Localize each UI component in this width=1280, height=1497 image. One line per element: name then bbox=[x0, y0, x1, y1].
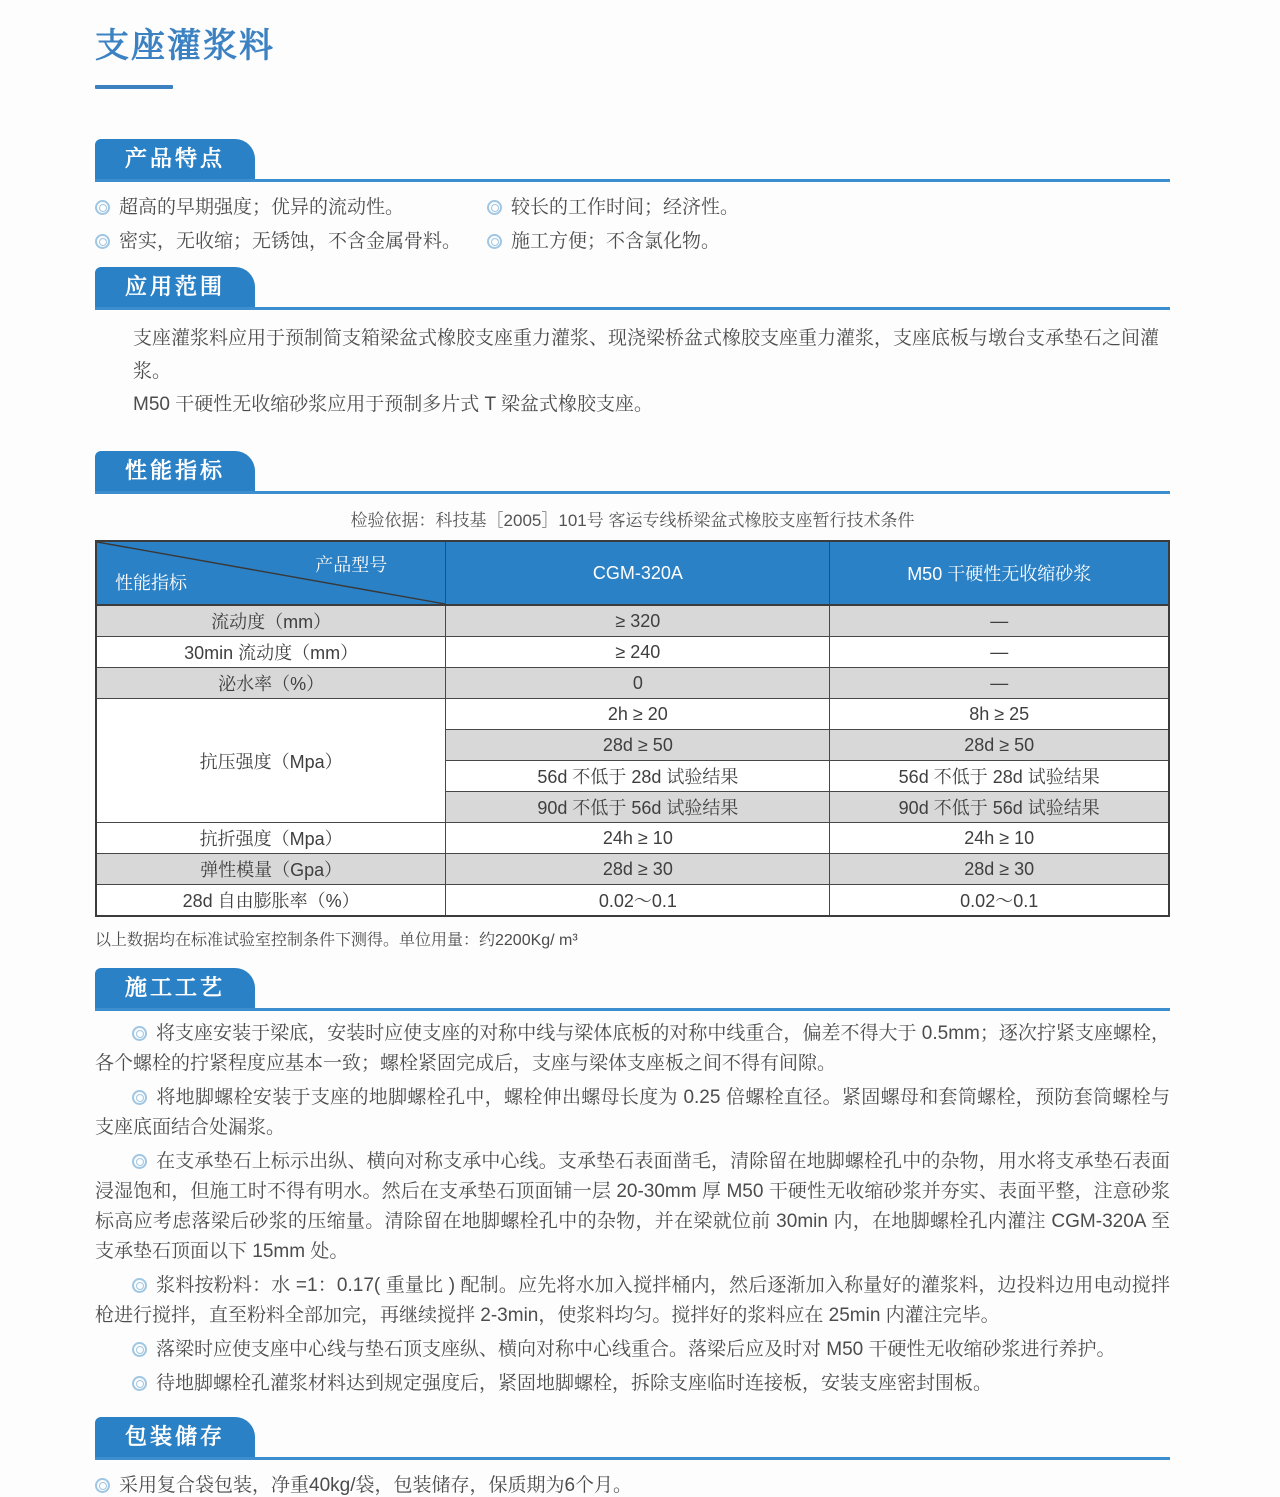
title-underline bbox=[95, 85, 173, 89]
section-tab-label: 性能指标 bbox=[125, 458, 226, 483]
construction-step bbox=[95, 1147, 1170, 1267]
bullet-ring-icon bbox=[487, 234, 502, 249]
table-row bbox=[96, 637, 1169, 668]
performance-table bbox=[95, 540, 1170, 917]
table-footnote: 以上数据均在标准试验室控制条件下测得。单位用量：约2200Kg/ m³ bbox=[95, 932, 578, 949]
cell-cgm320a: 0 bbox=[446, 668, 830, 699]
construction-step bbox=[95, 1369, 1170, 1399]
step-text: 待地脚螺栓孔灌浆材料达到规定强度后，紧固地脚螺栓，拆除支座临时连接板，安装支座密封围板。 bbox=[156, 1373, 993, 1394]
feature-item bbox=[487, 230, 1170, 253]
cell-cgm320a: 28d ≥ 50 bbox=[446, 730, 830, 761]
step-text: 落梁时应使支座中心线与垫石顶支座纵、横向对称中心线重合。落梁后应及时对 M50 干硬性无收缩砂浆进行养护。 bbox=[156, 1339, 1116, 1360]
section-tab bbox=[95, 267, 255, 307]
table-corner-cell bbox=[96, 541, 446, 605]
cell-m50: — bbox=[830, 668, 1169, 699]
construction-step bbox=[95, 1083, 1170, 1143]
feature-text: 超高的早期强度；优异的流动性。 bbox=[119, 197, 405, 218]
feature-text: 密实，无收缩；无锈蚀，不含金属骨料。 bbox=[119, 231, 462, 252]
cell-cgm320a: 90d 不低于 56d 试验结果 bbox=[446, 792, 830, 823]
packaging-text: 采用复合袋包装，净重40kg/袋，包装储存，保质期为6个月。 bbox=[119, 1475, 633, 1496]
bullet-ring-icon bbox=[132, 1154, 147, 1169]
cell-m50: — bbox=[830, 637, 1169, 668]
cell-cgm320a: 56d 不低于 28d 试验结果 bbox=[446, 761, 830, 792]
bullet-ring-icon bbox=[95, 234, 110, 249]
section-tab bbox=[95, 1417, 255, 1457]
test-basis-caption: 检验依据：科技基［2005］101号 客运专线桥梁盆式橡胶支座暂行技术条件 bbox=[350, 511, 915, 530]
section-tab bbox=[95, 968, 255, 1008]
column-header-cgm320a: CGM-320A bbox=[446, 541, 830, 605]
section-tab bbox=[95, 451, 255, 491]
application-paragraph bbox=[95, 322, 1170, 421]
section-tab-label: 包装储存 bbox=[125, 1424, 226, 1449]
features-section bbox=[95, 139, 1170, 253]
section-tab-label: 产品特点 bbox=[125, 146, 226, 171]
feature-item bbox=[95, 196, 487, 219]
cell-m50: 8h ≥ 25 bbox=[830, 699, 1169, 730]
application-section bbox=[95, 267, 1170, 421]
cell-cgm320a: 28d ≥ 30 bbox=[446, 854, 830, 885]
row-label: 30min 流动度（mm） bbox=[96, 637, 446, 668]
row-label: 弹性模量（Gpa） bbox=[96, 854, 446, 885]
construction-step bbox=[95, 1019, 1170, 1079]
table-row bbox=[96, 668, 1169, 699]
performance-section bbox=[95, 451, 1170, 950]
corner-label-performance-index: 性能指标 bbox=[115, 573, 187, 593]
construction-step bbox=[95, 1271, 1170, 1331]
feature-list bbox=[95, 196, 1170, 253]
table-header-row bbox=[96, 541, 1169, 605]
section-tab-label: 应用范围 bbox=[125, 274, 226, 299]
bullet-ring-icon bbox=[95, 1478, 110, 1493]
bullet-ring-icon bbox=[95, 200, 110, 215]
step-text: 将支座安装于梁底，安装时应使支座的对称中线与梁体底板的对称中线重合，偏差不得大于 0.5mm；逐次拧紧支座螺栓，各个螺栓的拧紧程度应基本一致；螺栓紧固完成后，支座与梁体支座板之间不得有间隙。 bbox=[95, 1023, 1170, 1074]
section-header bbox=[95, 451, 1170, 494]
bullet-ring-icon bbox=[132, 1026, 147, 1041]
section-tab-label: 施工工艺 bbox=[125, 975, 226, 1000]
step-text: 在支承垫石上标示出纵、横向对称支承中心线。支承垫石表面凿毛，清除留在地脚螺栓孔中的杂物，用水将支承垫石表面浸湿饱和，但施工时不得有明水。然后在支承垫石顶面铺一层 20-30mm 厚 M50 干硬性无收缩砂浆并夯实、表面平整，注意砂浆标高应考虑落梁后砂浆的压缩量。清除留在地脚螺栓孔中的杂物，并在梁就位前 30min 内，在地脚螺栓孔内灌注 CGM-320A 至支承垫石顶面以下 15mm 处。 bbox=[95, 1151, 1170, 1262]
section-header bbox=[95, 968, 1170, 1011]
row-label: 抗折强度（Mpa） bbox=[96, 823, 446, 854]
cell-m50: — bbox=[830, 605, 1169, 637]
section-header bbox=[95, 1417, 1170, 1460]
feature-text: 较长的工作时间；经济性。 bbox=[511, 197, 740, 218]
bullet-ring-icon bbox=[132, 1376, 147, 1391]
row-label-compressive-strength: 抗压强度（Mpa） bbox=[96, 699, 446, 823]
corner-label-product-model: 产品型号 bbox=[315, 555, 388, 575]
cell-cgm320a: 0.02～0.1 bbox=[446, 885, 830, 917]
cell-cgm320a: ≥ 240 bbox=[446, 637, 830, 668]
section-header bbox=[95, 267, 1170, 310]
bullet-ring-icon bbox=[132, 1278, 147, 1293]
cell-cgm320a: 24h ≥ 10 bbox=[446, 823, 830, 854]
table-row bbox=[96, 854, 1169, 885]
construction-section bbox=[95, 968, 1170, 1399]
cell-m50: 90d 不低于 56d 试验结果 bbox=[830, 792, 1169, 823]
bullet-ring-icon bbox=[132, 1342, 147, 1357]
cell-m50: 56d 不低于 28d 试验结果 bbox=[830, 761, 1169, 792]
table-row bbox=[96, 605, 1169, 637]
page-title: 支座灌浆料 bbox=[95, 27, 275, 65]
feature-text: 施工方便；不含氯化物。 bbox=[511, 231, 721, 252]
bullet-ring-icon bbox=[487, 200, 502, 215]
table-row bbox=[96, 823, 1169, 854]
row-label: 流动度（mm） bbox=[96, 605, 446, 637]
feature-item bbox=[95, 230, 487, 253]
cell-m50: 28d ≥ 30 bbox=[830, 854, 1169, 885]
cell-m50: 0.02～0.1 bbox=[830, 885, 1169, 917]
application-line: M50 干硬性无收缩砂浆应用于预制多片式 T 梁盆式橡胶支座。 bbox=[133, 394, 654, 415]
row-label: 泌水率（%） bbox=[96, 668, 446, 699]
table-row bbox=[96, 699, 1169, 730]
step-text: 将地脚螺栓安装于支座的地脚螺栓孔中，螺栓伸出螺母长度为 0.25 倍螺栓直径。紧固螺母和套筒螺栓，预防套筒螺栓与支座底面结合处漏浆。 bbox=[95, 1087, 1170, 1138]
application-line: 支座灌浆料应用于预制简支箱梁盆式橡胶支座重力灌浆、现浇梁桥盆式橡胶支座重力灌浆，支座底板与墩台支承垫石之间灌浆。 bbox=[133, 328, 1160, 382]
row-label: 28d 自由膨胀率（%） bbox=[96, 885, 446, 917]
cell-m50: 24h ≥ 10 bbox=[830, 823, 1169, 854]
construction-steps bbox=[95, 1019, 1170, 1399]
construction-step bbox=[95, 1335, 1170, 1365]
step-text: 浆料按粉料：水 =1：0.17( 重量比 ) 配制。应先将水加入搅拌桶内，然后逐渐加入称量好的灌浆料，边投料边用电动搅拌枪进行搅拌，直至粉料全部加完，再继续搅拌 2-3min，使浆料均匀。搅拌好的浆料应在 25min 内灌注完毕。 bbox=[95, 1275, 1170, 1326]
table-row bbox=[96, 885, 1169, 917]
cell-cgm320a: ≥ 320 bbox=[446, 605, 830, 637]
feature-item bbox=[487, 196, 1170, 219]
cell-m50: 28d ≥ 50 bbox=[830, 730, 1169, 761]
packaging-section bbox=[95, 1417, 1170, 1497]
section-tab bbox=[95, 139, 255, 179]
section-header bbox=[95, 139, 1170, 182]
column-header-m50: M50 干硬性无收缩砂浆 bbox=[830, 541, 1169, 605]
bullet-ring-icon bbox=[132, 1090, 147, 1105]
cell-cgm320a: 2h ≥ 20 bbox=[446, 699, 830, 730]
packaging-note bbox=[95, 1474, 1170, 1497]
